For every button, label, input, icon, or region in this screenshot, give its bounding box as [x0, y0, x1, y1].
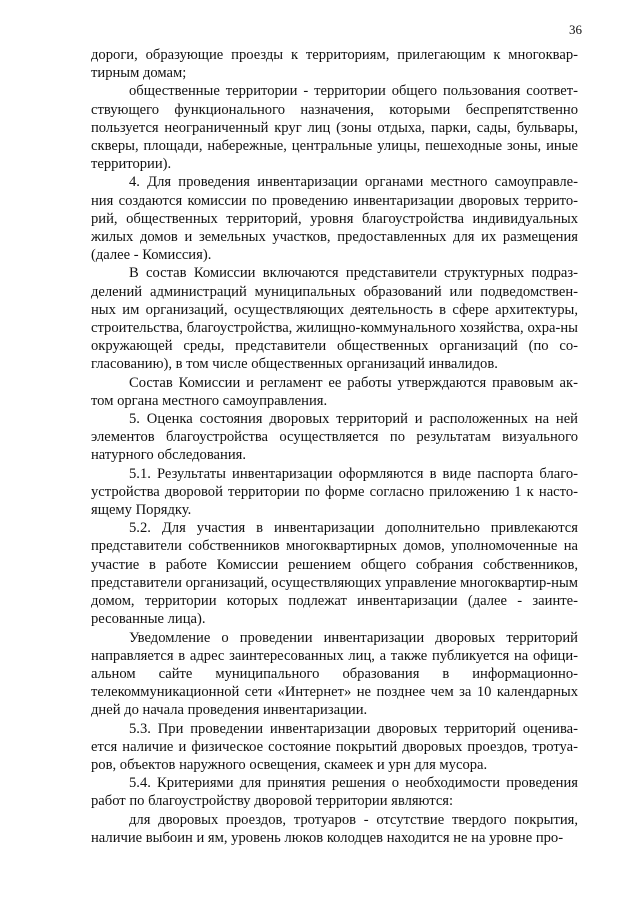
paragraph: Состав Комиссии и регламент ее работы утверждаются правовым ак-том органа местного самоуправления.: [91, 374, 578, 409]
paragraph: В состав Комиссии включаются представители структурных подраз-делений администраций муниципальных образований или подведомствен-ных им организаций, осуществляющих деятельность в сфере архитектуры, строительства, благоустройства, жилищно-коммунального хозяйства, охра-ны окружающей среды, представители общественных организаций (по со-гласованию), в том числе общественных организаций инвалидов.: [91, 265, 578, 373]
paragraph: 5.2. Для участия в инвентаризации дополнительно привлекаются представители собственников многоквартирных домов, уполномоченные на участие в работе Комиссии решением общего собрания собственников, представители организаций, осуществляющих управление многоквартир-ным домом, территории которых подлежат инвентаризации (далее - заинте-ресованные лица).: [91, 520, 578, 628]
paragraph: 5. Оценка состояния дворовых территорий и расположенных на ней элементов благоустройства осуществляется по результатам визуального натурного обследования.: [91, 411, 578, 464]
paragraph: общественные территории - территории общего пользования соответ-ствующего функционального назначения, которыми беспрепятственно пользуется неограниченный круг лиц (зоны отдыха, парки, сады, бульвары, скверы, площади, набережные, центральные улицы, пешеходные зоны, иные территории).: [91, 83, 578, 173]
page-number: 36: [569, 22, 582, 37]
paragraph: 4. Для проведения инвентаризации органами местного самоуправле-ния создаются комиссии по проведению инвентаризации дворовых террито-рий, общественных территорий, уровня благоустройства индивидуальных жилых домов и земельных участков, предоставленных для их размещения (далее - Комиссия).: [91, 174, 578, 264]
paragraph: дороги, образующие проезды к территориям, прилегающим к многоквар-тирным домам;: [91, 47, 578, 82]
paragraph: Уведомление о проведении инвентаризации дворовых территорий направляется в адрес заинтересованных лиц, а также публикуется на офици-альном сайте муниципального образования в информационно-телекоммуникационной сети «Интернет» не позднее чем за 10 календарных дней до начала проведения инвентаризации.: [91, 629, 578, 719]
body-text: [91, 46, 578, 847]
paragraph: 5.3. При проведении инвентаризации дворовых территорий оценива-ется наличие и физическое состояние покрытий дворовых проездов, тротуа-ров, объектов наружного освещения, скамеек и урн для мусора.: [91, 720, 578, 773]
paragraph: 5.4. Критериями для принятия решения о необходимости проведения работ по благоустройству дворовой территории являются:: [91, 775, 578, 810]
paragraph: 5.1. Результаты инвентаризации оформляются в виде паспорта благо-устройства дворовой территории по форме согласно приложению 1 к насто-ящему Порядку.: [91, 465, 578, 519]
paragraph: для дворовых проездов, тротуаров - отсутствие твердого покрытия, наличие выбоин и ям, уровень люков колодцев находится не на уровне про-: [91, 811, 578, 846]
